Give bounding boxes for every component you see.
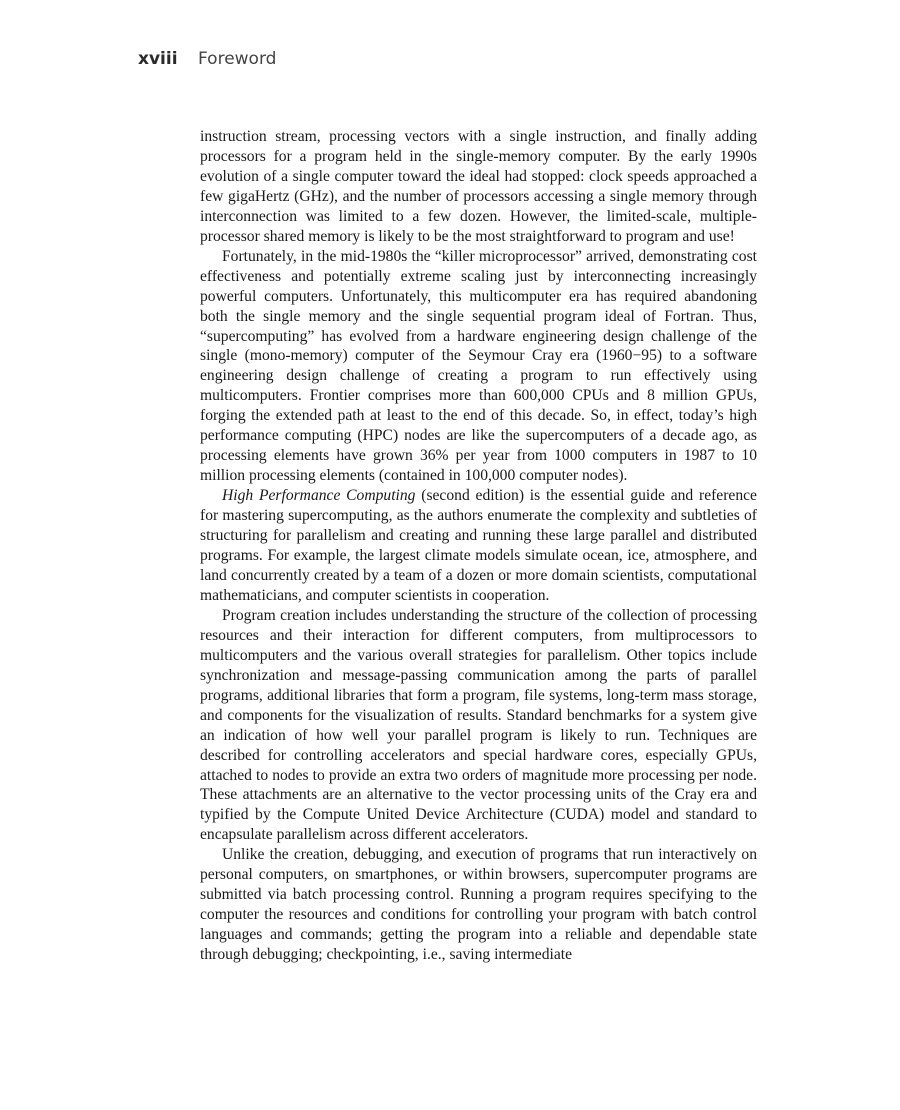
section-title: Foreword — [198, 49, 277, 69]
running-head — [138, 48, 276, 72]
paragraph-5 — [200, 845, 757, 965]
paragraph-4 — [200, 606, 757, 845]
book-title: High Performance Computing — [222, 487, 416, 505]
page-number: xviii — [138, 49, 178, 69]
paragraph-2 — [200, 247, 757, 486]
paragraph-3-text: (second edition) is the essential guide and reference for mastering supercomputing, as the authors enumerate the complexity and subtleties of structuring for parallelism and creating and running these large parallel and distributed programs. For example, the largest climate models simulate ocean, ice, atmosphere, and land concurrently created by a team of a dozen or more domain scientists, computational mathematicians, and computer scientists in cooperation. — [200, 487, 757, 604]
body-text — [200, 127, 757, 965]
paragraph-3 — [200, 486, 757, 606]
paragraph-1-text: instruction stream, processing vectors with a single instruction, and finally adding processors for a program held in the single-memory computer. By the early 1990s evolution of a single computer toward the ideal had stopped: clock speeds approached a few gigaHertz (GHz), and the number of processors accessing a single memory through interconnection was limited to a few dozen. However, the limited-scale, multiple-processor shared memory is likely to be the most straightforward to program and use! — [200, 128, 757, 245]
paragraph-4-text: Program creation includes understanding the structure of the collection of processing resources and their interaction for different computers, from multiprocessors to multicomputers and the various overall strategies for parallelism. Other topics include synchronization and message-passing communication among the parts of parallel programs, additional libraries that form a program, file systems, long-term mass storage, and components for the visualization of results. Standard benchmarks for a system give an indication of how well your parallel program is likely to run. Techniques are described for controlling accelerators and special hardware cores, especially GPUs, attached to nodes to provide an extra two orders of magnitude more processing per node. These attachments are an alternative to the vector processing units of the Cray era and typified by the Compute United Device Architecture (CUDA) model and standard to encapsulate parallelism across different accelerators. — [200, 606, 757, 844]
paragraph-5-text: Unlike the creation, debugging, and execution of programs that run interactively on personal computers, on smartphones, or within browsers, supercomputer programs are submitted via batch processing control. Running a program requires specifying to the computer the resources and conditions for controlling your program with batch control languages and commands; getting the program into a reliable and dependable state through debugging; checkpointing, i.e., saving intermediate — [200, 846, 757, 964]
paragraph-2-text: Fortunately, in the mid-1980s the “killer microprocessor” arrived, demonstrating cost effectiveness and potentially extreme scaling just by interconnecting increasingly powerful computers. Unfortunately, this multicomputer era has required abandoning both the single memory and the single sequential program ideal of Fortran. Thus, “supercomputing” has evolved from a hardware engineering design challenge of the single (mono-memory) computer of the Seymour Cray era (1960−95) to a software engineering design challenge of creating a program to run effectively using multicomputers. Frontier comprises more than 600,000 CPUs and 8 million GPUs, forging the extended path at least to the end of this decade. So, in effect, today’s high performance computing (HPC) nodes are like the supercomputers of a decade ago, as processing elements have grown 36% per year from 1000 computers in 1987 to 10 million processing elements (contained in 100,000 computer nodes). — [200, 247, 757, 485]
paragraph-1 — [200, 127, 757, 247]
